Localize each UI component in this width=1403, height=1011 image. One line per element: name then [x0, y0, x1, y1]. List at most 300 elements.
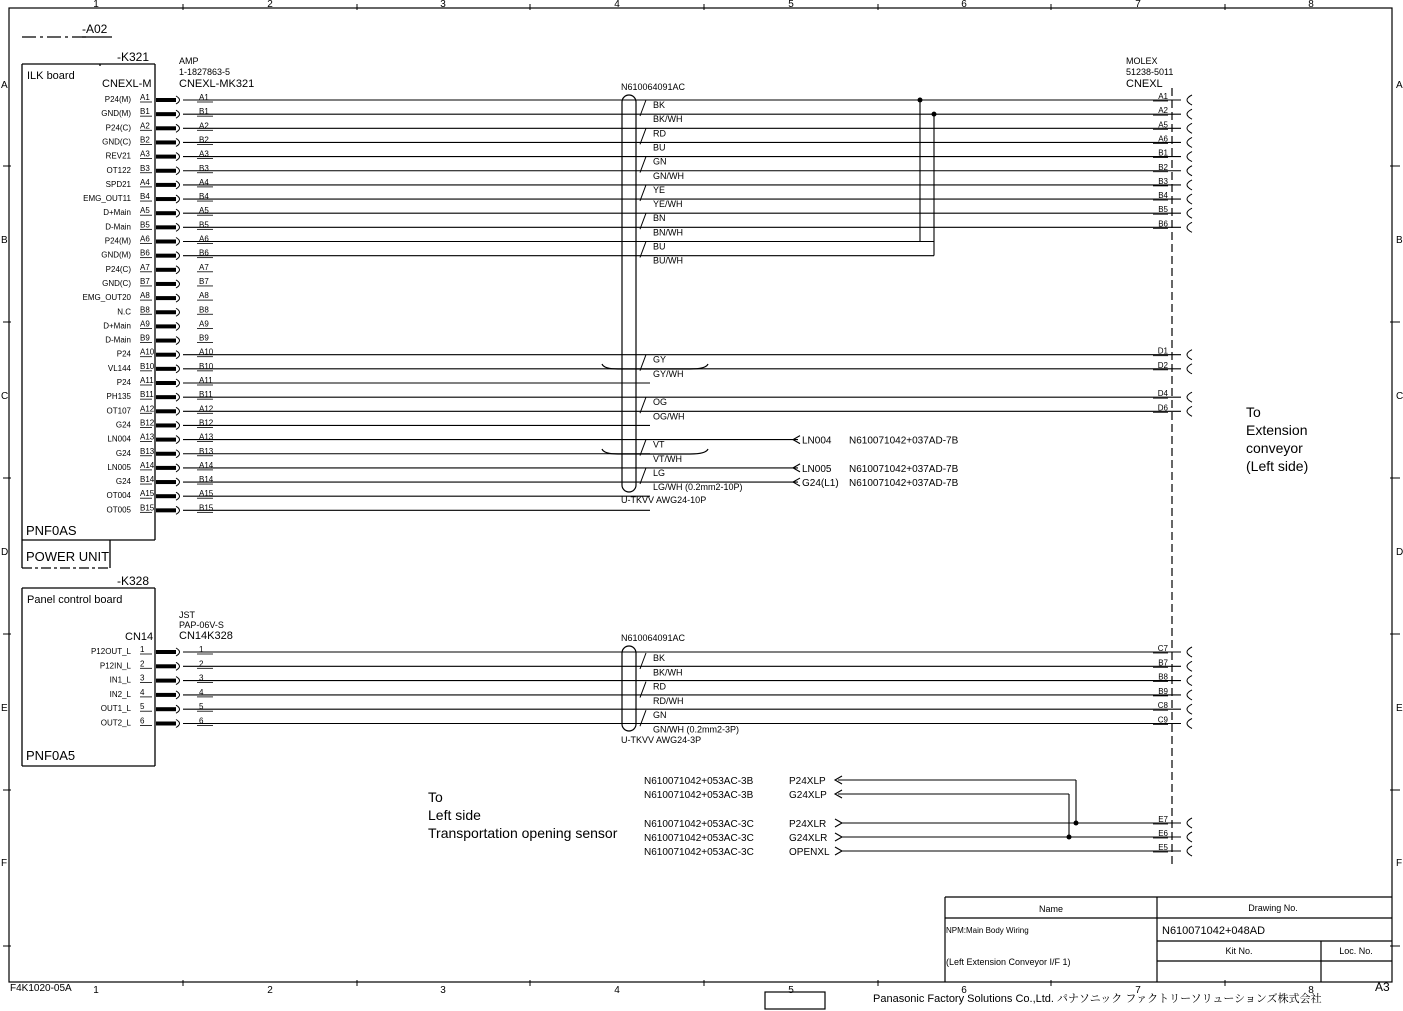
- conn1-pin-right: B6: [199, 248, 209, 258]
- xref-signal: G24(L1): [802, 478, 839, 490]
- conn1-pin-block: [156, 452, 176, 456]
- conn2-pin-left: 1: [140, 645, 145, 654]
- right-pin-socket: [1187, 661, 1192, 671]
- right-pin-label: A1: [1158, 92, 1168, 101]
- right-pin-socket: [1187, 647, 1192, 657]
- right-pin-label: C7: [1157, 644, 1168, 653]
- conn1-pin-left: B2: [140, 135, 150, 145]
- cable1-color-label: BU: [653, 142, 666, 153]
- conn1-socket: [176, 421, 180, 429]
- grid-row-label-left: C: [1, 391, 9, 402]
- right-pin-label: D2: [1157, 360, 1168, 370]
- conn1-signal-label: D+Main: [103, 208, 131, 218]
- right-pin-socket: [1187, 123, 1192, 133]
- conn1-pin-block: [156, 367, 176, 371]
- conn2-signal-label: OUT1_L: [100, 704, 131, 714]
- cable2-color-label: BK: [653, 653, 666, 663]
- note-left-line2: Left side: [428, 807, 481, 823]
- conn1-socket: [176, 492, 180, 500]
- conn1-pin-block: [156, 494, 176, 498]
- title-kit-header: Kit No.: [1225, 946, 1253, 956]
- conn1-pin-right: A4: [199, 177, 209, 187]
- conn2-pin-block: [156, 722, 176, 726]
- conn1-pin-block: [156, 140, 176, 144]
- conn1-pin-block: [156, 225, 176, 229]
- conn1-pin-right: A15: [199, 489, 214, 499]
- conn1-pin-left: B1: [140, 107, 150, 117]
- note-right: [1246, 404, 1308, 474]
- title-loc-header: Loc. No.: [1339, 946, 1373, 956]
- right-pin-label: E7: [1158, 815, 1168, 824]
- note-left-line3: Transportation opening sensor: [428, 825, 618, 841]
- grid-col-label-top: 5: [788, 0, 794, 10]
- cable1-color-label: GY/WH: [653, 368, 684, 379]
- right-pin-socket: [1187, 818, 1192, 828]
- conn1-pin-left: B8: [140, 305, 150, 315]
- conn2-signal-label: P12OUT_L: [90, 647, 131, 656]
- conn1-pin-right: B1: [199, 107, 209, 117]
- grid-col-label-top: 6: [961, 0, 967, 10]
- cable1-color-label: VT: [653, 439, 665, 450]
- conn1-pin-right: A12: [199, 404, 214, 414]
- conn1-signal-label: OT004: [106, 491, 131, 501]
- grid-row-label-right: F: [1396, 858, 1403, 869]
- wire-junction: [932, 112, 937, 117]
- conn1-pin-block: [156, 353, 176, 357]
- right-pin-socket: [1187, 137, 1192, 147]
- grid-col-label-bottom: 5: [788, 985, 794, 996]
- conn1-signal-label: LN005: [107, 462, 131, 472]
- conn1-socket: [176, 478, 180, 486]
- conn1-pin-block: [156, 268, 176, 272]
- conn1-socket: [176, 337, 180, 345]
- cable1-color-label: BK/WH: [653, 114, 683, 125]
- conn1-pin-left: A2: [140, 121, 150, 131]
- conn1-pin-block: [156, 339, 176, 343]
- conn1-pin-left: B5: [140, 220, 150, 230]
- conn1-socket: [176, 209, 180, 217]
- conn1-signal-label: GND(M): [101, 109, 131, 119]
- conn2-pin-right: 1: [199, 645, 204, 654]
- xref-ref: N610071042+037AD-7B: [849, 463, 959, 475]
- note-right-line4: (Left side): [1246, 458, 1309, 474]
- xref-bottom-signal: OPENXL: [789, 847, 830, 858]
- grid-col-label-top: 7: [1135, 0, 1141, 10]
- right-pin-socket: [1187, 676, 1192, 686]
- cable2-color-labels: [640, 653, 739, 735]
- xref-mid: [793, 436, 959, 489]
- cable1-color-label: BN: [653, 213, 666, 224]
- right-pin-socket: [1187, 166, 1192, 176]
- conn1-pin-block: [156, 155, 176, 159]
- xref-ref: N610071042+037AD-7B: [849, 435, 959, 447]
- conn1-signal-label: GND(M): [101, 250, 131, 260]
- conn2-socket: [176, 705, 180, 713]
- xref-bottom-ref: N610071042+053AC-3C: [644, 819, 754, 830]
- right-pin-socket: [1187, 194, 1192, 204]
- conn1-pin-block: [156, 98, 176, 102]
- conn1-socket: [176, 181, 180, 189]
- conn1-socket: [176, 436, 180, 444]
- grid-col-label-bottom: 3: [440, 985, 446, 996]
- conn1-signal-label: P24(C): [105, 123, 131, 133]
- cnexl-m-label: CNEXL-M: [102, 78, 152, 90]
- right-pin-socket: [1187, 350, 1192, 360]
- right-pin-socket: [1187, 180, 1192, 190]
- right-pin-socket: [1187, 719, 1192, 729]
- conn2-pin-left: 5: [140, 702, 145, 712]
- xref-arrow-out: [835, 847, 842, 855]
- right-pin-socket: [1187, 846, 1192, 856]
- conn1-pin-left: B15: [140, 503, 155, 513]
- grid-col-label-top: 2: [267, 0, 273, 10]
- pnf0a5-label: PNF0A5: [26, 748, 76, 763]
- note-left-line1: To: [428, 789, 443, 805]
- right-pin-label: E6: [1158, 829, 1168, 838]
- conn1-pin-right: B12: [199, 418, 214, 428]
- conn1-pin-left: A9: [140, 319, 150, 329]
- conn1-maker: AMP: [179, 56, 199, 66]
- conn1-pin-right: B2: [199, 135, 209, 145]
- conn1-pin-right: B11: [199, 390, 213, 400]
- conn1-pin-block: [156, 466, 176, 470]
- conn1-pin-left: A5: [140, 206, 150, 216]
- wire-junction: [918, 98, 923, 103]
- xref-bottom-ref: N610071042+053AC-3C: [644, 833, 754, 844]
- conn1-signal-label: VL144: [107, 363, 131, 373]
- wire-junction: [1074, 821, 1079, 826]
- conn1-signal-label: P24(C): [105, 264, 131, 274]
- cable2-type: U-TKVV AWG24-3P: [621, 735, 702, 745]
- conn2-socket: [176, 677, 180, 685]
- cable2-color-label: RD/WH: [653, 695, 684, 706]
- right-pin-socket: [1187, 364, 1192, 374]
- conn2-pin-block: [156, 679, 176, 683]
- cable1-color-label: OG: [653, 397, 668, 408]
- right-pin-socket: [1187, 704, 1192, 714]
- conn1-socket: [176, 506, 180, 514]
- conn1-pin-right: B8: [199, 305, 209, 315]
- conn1-signal-label: P24: [116, 378, 131, 387]
- conn1-pin-right: A3: [199, 149, 209, 159]
- conn1-pin-left: A1: [140, 93, 150, 102]
- conn2-socket: [176, 691, 180, 699]
- pnf0as-label: PNF0AS: [26, 523, 77, 538]
- conn1-socket: [176, 450, 180, 458]
- right-pin-label: B2: [1158, 162, 1168, 172]
- conn1-pin-right: A13: [199, 432, 214, 442]
- conn1-pin-right: B5: [199, 220, 209, 230]
- conn1-pin-block: [156, 254, 176, 258]
- cable1-color-label: BK: [653, 100, 666, 110]
- company-name: Panasonic Factory Solutions Co.,Ltd. パナソニック ファクトリーソリューションズ株式会社: [873, 993, 1322, 1005]
- conn1-pin-left: B13: [140, 446, 155, 456]
- cable1-color-label: GY: [653, 354, 667, 365]
- conn1-signal-label: OT005: [106, 505, 131, 515]
- grid-col-label-top: 3: [440, 0, 446, 10]
- conn1-pin-block: [156, 438, 176, 442]
- conn2-maker: JST: [179, 610, 196, 620]
- sheet-size: A3: [1375, 980, 1390, 994]
- note-right-line2: Extension: [1246, 422, 1308, 438]
- grid-col-label-bottom: 7: [1135, 985, 1141, 996]
- conn1-pin-left: A10: [140, 347, 155, 357]
- conn1-signal-label: D-Main: [105, 335, 131, 345]
- cable2-bundle: [622, 646, 636, 731]
- title-name-header: Name: [1038, 904, 1064, 914]
- conn1-signal-label: D+Main: [103, 321, 131, 331]
- conn1-pin-left: A3: [140, 149, 150, 159]
- conn1-socket: [176, 393, 180, 401]
- conn1-pin-left: A12: [140, 404, 155, 414]
- conn1-socket: [176, 167, 180, 175]
- conn1-pin-left: A7: [140, 262, 150, 272]
- conn1-pin-block: [156, 324, 176, 328]
- conn1-pin-right: A5: [199, 206, 209, 216]
- conn2-signal-label: OUT2_L: [100, 718, 131, 728]
- grid-col-label-bottom: 2: [267, 985, 273, 996]
- cable1-color-label: GN/WH: [653, 170, 684, 181]
- right-pin-label: C8: [1157, 701, 1168, 711]
- conn1-signal-label: PH135: [106, 392, 131, 402]
- conn1-socket: [176, 294, 180, 302]
- conn1-name: CNEXL-MK321: [179, 78, 255, 90]
- cable2-color-label: GN/WH (0.2mm2-3P): [653, 724, 740, 735]
- grid-col-label-top: 1: [93, 0, 99, 10]
- conn2-socket: [176, 648, 180, 656]
- k328-label: -K328: [117, 574, 150, 588]
- conn1-socket: [176, 195, 180, 203]
- xref-bottom-signal: G24XLP: [789, 790, 827, 801]
- cable1-bundle: [602, 95, 708, 492]
- conn1-socket: [176, 238, 180, 246]
- grid-row-label-right: C: [1396, 391, 1403, 402]
- conn2-pin-right: 4: [199, 687, 204, 697]
- conn1-pin-left: B12: [140, 418, 155, 428]
- cable2-color-label: BK/WH: [653, 667, 683, 678]
- conn1-signal-label: SPD21: [105, 179, 131, 189]
- right-pin-socket: [1187, 95, 1192, 105]
- note-right-line3: conveyor: [1246, 440, 1303, 456]
- conn1-signal-label: OT122: [106, 165, 131, 175]
- conn1-pin-right: B14: [199, 475, 214, 485]
- conn1-pin-block: [156, 296, 176, 300]
- conn1-signal-label: GND(C): [102, 278, 131, 288]
- conn2-pin-left: 4: [140, 687, 145, 697]
- title-drawing-header: Drawing No.: [1248, 903, 1298, 913]
- xref-bottom-signal: P24XLR: [789, 819, 827, 830]
- conn1-pin-left: B10: [140, 361, 155, 371]
- grid-row-label-right: B: [1396, 235, 1403, 246]
- conn1-pin-left: A6: [140, 234, 150, 244]
- right-pin-label: D4: [1157, 389, 1168, 399]
- conn1-pin-block: [156, 423, 176, 427]
- conn2-name: CN14K328: [179, 630, 233, 642]
- right-pin-label: B9: [1158, 686, 1168, 696]
- conn1-pin-right: B10: [199, 361, 214, 371]
- conn1-part: 1-1827863-5: [179, 67, 231, 77]
- cable1-color-label: OG/WH: [653, 411, 685, 422]
- cable1-color-label: BU: [653, 241, 666, 252]
- conn2-pin-left: 2: [140, 659, 145, 669]
- conn1-socket: [176, 138, 180, 146]
- cable1-color-label: YE/WH: [653, 199, 683, 210]
- cable1-color-label: YE: [653, 184, 666, 195]
- conn1-signal-label: EMG_OUT11: [83, 194, 131, 204]
- conn2-pin-block: [156, 693, 176, 697]
- xref-bottom-signal: P24XLP: [789, 776, 826, 787]
- xref-bottom-ref: N610071042+053AC-3C: [644, 847, 754, 858]
- cable1-color-label: GN: [653, 156, 667, 167]
- right-pin-label: A6: [1158, 134, 1168, 144]
- molex-part: 51238-5011: [1126, 67, 1174, 77]
- xref-arrow-out: [835, 819, 842, 827]
- conn1-pin-right: A8: [199, 291, 209, 301]
- conn1-pin-right: A11: [199, 376, 213, 385]
- conn1-signal-label: LN004: [107, 434, 131, 444]
- conn1-socket: [176, 322, 180, 330]
- conn1-socket: [176, 223, 180, 231]
- grid-col-label-top: 8: [1308, 0, 1314, 10]
- title-name-line2: (Left Extension Conveyor I/F 1): [946, 957, 1071, 967]
- conn1-pin-left: B14: [140, 475, 155, 485]
- right-pin-socket: [1187, 109, 1192, 119]
- conn1-pin-left: A4: [140, 177, 150, 187]
- conn2-pin-block: [156, 650, 176, 654]
- grid-row-label-left: E: [1, 703, 8, 714]
- conn2-rows: [91, 645, 213, 728]
- conn1-pin-left: A15: [140, 489, 155, 499]
- conn1-socket: [176, 96, 180, 104]
- cable2-color-label: GN: [653, 710, 667, 721]
- xref-bottom-signal: G24XLR: [789, 833, 828, 844]
- right-pin-label: B4: [1158, 191, 1168, 201]
- conn1-socket: [176, 379, 180, 387]
- xref-ref: N610071042+037AD-7B: [849, 478, 959, 490]
- title-drawing-no: N610071042+048AD: [1162, 925, 1266, 937]
- conn1-pin-left: B6: [140, 248, 150, 258]
- k321-label: -K321: [117, 50, 150, 64]
- right-pin-label: B3: [1158, 176, 1168, 186]
- conn1-pin-left: A11: [140, 376, 154, 385]
- cable2-color-label: RD: [653, 681, 666, 692]
- right-pin-label: B6: [1158, 219, 1168, 229]
- conn1-pin-block: [156, 197, 176, 201]
- conn1-signal-label: G24: [115, 477, 131, 487]
- conn1-pin-block: [156, 282, 176, 286]
- right-pin-socket: [1187, 152, 1192, 162]
- grid-row-label-left: B: [1, 235, 8, 246]
- right-pin-socket: [1187, 208, 1192, 218]
- grid-row-label-left: D: [1, 547, 9, 558]
- conn1-pin-right: B7: [199, 276, 209, 286]
- conn1-pin-right: B4: [199, 192, 209, 202]
- conn1-pin-block: [156, 395, 176, 399]
- right-pin-label: D6: [1157, 403, 1168, 413]
- conn1-pin-right: B3: [199, 163, 209, 173]
- conn1-socket: [176, 308, 180, 316]
- conn1-pin-right: A9: [199, 319, 209, 329]
- conn2-pin-left: 6: [140, 716, 145, 726]
- right-pin-socket: [1187, 406, 1192, 416]
- molex-name: CNEXL: [1126, 78, 1163, 90]
- conn1-socket: [176, 266, 180, 274]
- conn1-pin-left: A13: [140, 432, 155, 442]
- xref-bottom-ref: N610071042+053AC-3B: [644, 790, 754, 801]
- cable1-type: U-TKVV AWG24-10P: [621, 495, 707, 505]
- grid-row-label-right: A: [1396, 80, 1403, 91]
- conn1-pin-right: A2: [199, 121, 209, 131]
- grid-row-label-right: E: [1396, 703, 1403, 714]
- right-pin-socket: [1187, 392, 1192, 402]
- conn1-socket: [176, 153, 180, 161]
- conn1-socket: [176, 351, 180, 359]
- conn1-socket: [176, 280, 180, 288]
- conn1-pin-right: B9: [199, 333, 209, 343]
- right-pin-label: B8: [1158, 672, 1168, 682]
- xref-bottom: [644, 776, 842, 858]
- conn1-signal-label: D-Main: [105, 222, 131, 232]
- cable1-color-label: VT/WH: [653, 453, 682, 464]
- right-pin-socket: [1187, 690, 1192, 700]
- grid-row-label-left: A: [1, 80, 8, 91]
- conn1-pin-block: [156, 169, 176, 173]
- conn1-pin-block: [156, 409, 176, 413]
- conn2-pin-right: 3: [199, 673, 204, 683]
- grid-col-label-bottom: 8: [1308, 985, 1314, 996]
- wire-junction: [1067, 835, 1072, 840]
- grid-col-label-bottom: 6: [961, 985, 967, 996]
- right-pin-label: A5: [1158, 120, 1168, 130]
- note-right-line1: To: [1246, 404, 1261, 420]
- right-pin-label: A2: [1158, 106, 1168, 116]
- conn1-pin-block: [156, 240, 176, 244]
- conn2-socket: [176, 662, 180, 670]
- conn1-socket: [176, 252, 180, 260]
- conn2-signal-label: IN1_L: [109, 675, 131, 685]
- conn1-signal-label: P24(M): [104, 236, 131, 246]
- conn1-pin-right: A6: [199, 234, 209, 244]
- conn1-socket: [176, 124, 180, 132]
- conn1-pin-right: A14: [199, 460, 214, 470]
- conn1-pin-left: B3: [140, 163, 150, 173]
- conn1-pin-block: [156, 211, 176, 215]
- conn1-pin-left: A8: [140, 291, 150, 301]
- conn2-signal-label: P12IN_L: [99, 661, 131, 671]
- right-pin-socket: [1187, 832, 1192, 842]
- doc-code: F4K1020-05A: [10, 983, 72, 994]
- cable1-color-label: BU/WH: [653, 255, 683, 266]
- cable1-color-label: RD: [653, 128, 666, 139]
- conn1-pin-left: B4: [140, 192, 150, 202]
- panel-board-box: [22, 588, 155, 766]
- ilk-board-label: ILK board: [27, 70, 75, 82]
- grid-col-label-top: 4: [614, 0, 620, 10]
- cn14-label: CN14: [125, 631, 154, 643]
- conn1-pin-block: [156, 508, 176, 512]
- conn1-pin-block: [156, 381, 176, 385]
- right-pin-socket: [1187, 222, 1192, 232]
- title-name-line1: NPM:Main Body Wiring: [946, 926, 1029, 935]
- conn2-pin-right: 2: [199, 659, 204, 669]
- grid-row-label-left: F: [1, 858, 8, 869]
- conn1-socket: [176, 110, 180, 118]
- right-pin-label: C9: [1157, 715, 1168, 725]
- right-pin-label: B7: [1158, 658, 1168, 668]
- conn1-signal-label: P24: [116, 349, 131, 359]
- conn2-pin-block: [156, 664, 176, 668]
- grid-row-labels: [1, 80, 1403, 946]
